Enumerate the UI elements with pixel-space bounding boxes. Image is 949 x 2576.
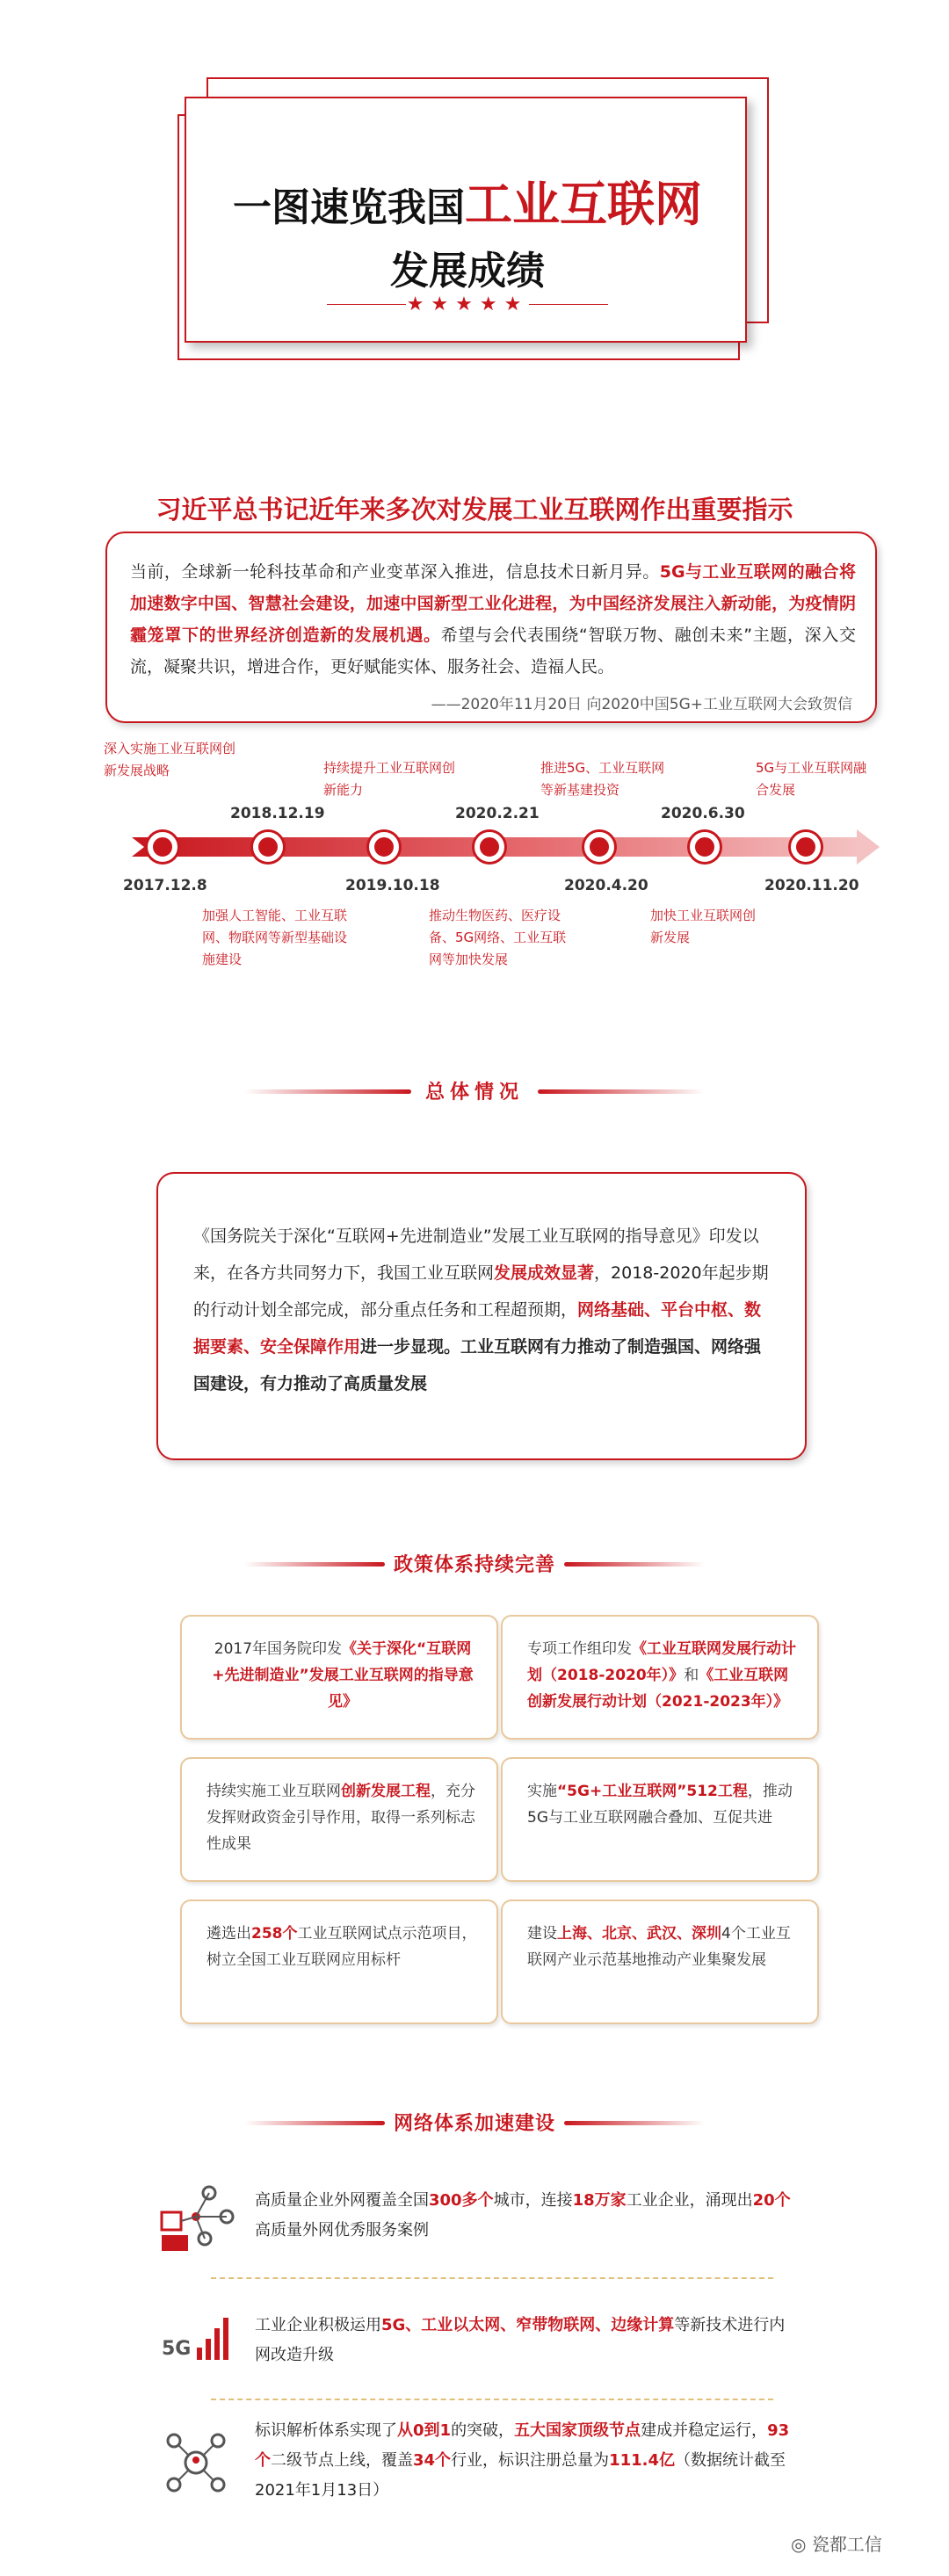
timeline-date: 2018.12.19 [230, 805, 325, 822]
timeline-dot [474, 832, 504, 862]
network-item-text: 工业企业积极运用5G、工业以太网、窄带物联网、边缘计算等新技术进行内网改造升级 [255, 2316, 786, 2364]
policy-card-text: 建设上海、北京、武汉、深圳4个工业互联网产业示范基地推动产业集聚发展 [527, 1925, 791, 1969]
timeline-note: 加快工业互联网创新发展 [650, 908, 757, 945]
timeline-date: 2020.6.30 [661, 805, 745, 822]
overall-text: 《国务院关于深化“互联网+先进制造业”发展工业互联网的指导意见》印发以来，在各方共同努力下，我国工业互联网发展成效显著，2018-2020年起步期的行动计划全部完成，部分重点任务和工程超预期，网络基础、平台中枢、数据要素、安全保障作用进一步显现。工业互联网有力推动了制造强国、网络强国建设，有力推动了高质量发展 [193, 1226, 769, 1393]
overall-heading: 总体情况 [424, 1082, 524, 1103]
header-card [185, 97, 747, 343]
timeline [0, 738, 949, 993]
timeline-note: 5G与工业互联网融合发展 [756, 760, 867, 798]
timeline-note: 持续提升工业互联网创新能力 [323, 760, 456, 798]
page-title: 一图速览我国工业互联网 [233, 177, 702, 232]
overall-box [156, 1172, 807, 1460]
policy-card-text: 实施“5G+工业互联网”512工程，推动5G与工业互联网融合叠加、互促共进 [527, 1783, 793, 1827]
policy-card-text: 专项工作组印发《工业互联网发展行动计划（2018-2020年）》和《工业互联网创新发展行动计划（2021-2023年）》 [527, 1640, 796, 1711]
heading-line-right [538, 1089, 705, 1094]
timeline-arrow [857, 829, 880, 865]
timeline-dot [369, 832, 399, 862]
timeline-note: 深入实施工业互联网创新发展战略 [104, 741, 236, 778]
timeline-date: 2017.12.8 [123, 877, 207, 894]
policy-card [180, 1615, 498, 1740]
quote-text: 当前，全球新一轮科技革命和产业变革深入推进，信息技术日新月异。5G与工业互联网的融合将加速数字中国、智慧社会建设，加速中国新型工业化进程，为中国经济发展注入新动能，为疫情阴霾笼罩下的世界经济创造新的发展机遇。希望与会代表围绕“智联万物、融创未来”主题，深入交流，凝聚共识，增进合作，更好赋能实体、服务社会、造福人民。 [130, 562, 856, 677]
policy-card [501, 1615, 819, 1740]
timeline-date: 2020.2.21 [455, 805, 540, 822]
timeline-date: 2020.11.20 [764, 877, 859, 894]
heading-line-right [564, 2121, 705, 2125]
policy-card [180, 1757, 498, 1882]
network-heading: 网络体系加速建设 [393, 2113, 555, 2135]
page-subtitle: 发展成绩 [390, 249, 545, 293]
timeline-dot [584, 832, 614, 862]
header-divider-right [529, 304, 608, 305]
policy-card-text: 2017年国务院印发《关于深化“互联网+先进制造业”发展工业互联网的指导意见》 [212, 1640, 474, 1711]
header-card-group [185, 97, 769, 360]
timeline-dot [148, 832, 177, 862]
policy-card [501, 1899, 819, 2024]
header-stars: ★★★★★ [406, 293, 529, 315]
5g-signal-icon [156, 2302, 235, 2381]
policy-card [501, 1757, 819, 1882]
network-item-text: 标识解析体系实现了从0到1的突破，五大国家顶级节点建成并稳定运行，93个二级节点上线，覆盖34个行业，标识注册总量为111.4亿（数据统计截至2021年1月13日） [255, 2421, 790, 2500]
divider [211, 2277, 773, 2279]
network-nodes-icon [156, 2177, 235, 2256]
network-item-text: 高质量企业外网覆盖全国300多个城市，连接18万家工业企业，涌现出20个高质量外网优秀服务案例 [255, 2191, 791, 2240]
5g-icon-label: 5G [162, 2338, 192, 2360]
divider [211, 2399, 773, 2400]
timeline-date: 2019.10.18 [345, 877, 440, 894]
timeline-dot [690, 832, 720, 862]
timeline-tail [132, 837, 144, 857]
heading-line-right [564, 1562, 705, 1567]
timeline-note: 推进5G、工业互联网等新基建投资 [540, 760, 665, 798]
quote-source: ——2020年11月20日 向2020中国5G+工业互联网大会致贺信 [431, 696, 852, 713]
timeline-date: 2020.4.20 [564, 877, 648, 894]
timeline-note: 加强人工智能、工业互联网、物联网等新型基础设施建设 [202, 908, 348, 967]
timeline-dot [791, 832, 821, 862]
timeline-dot [253, 832, 283, 862]
policy-heading: 政策体系持续完善 [393, 1554, 555, 1576]
policy-card [180, 1899, 498, 2024]
policy-card-text: 持续实施工业互联网创新发展工程，充分发挥财政资金引导作用，取得一系列标志性成果 [206, 1783, 475, 1853]
policy-card-text: 遴选出258个工业互联网试点示范项目，树立全国工业互联网应用标杆 [206, 1925, 477, 1969]
timeline-note: 推动生物医药、医疗设备、5G网络、工业互联网等加快发展 [429, 908, 567, 967]
quote-box [105, 532, 877, 723]
watermark: ◎ 瓷都工信 [791, 2534, 882, 2555]
identifier-network-icon [156, 2423, 235, 2502]
instruction-title: 习近平总书记近年来多次对发展工业互联网作出重要指示 [156, 495, 793, 525]
